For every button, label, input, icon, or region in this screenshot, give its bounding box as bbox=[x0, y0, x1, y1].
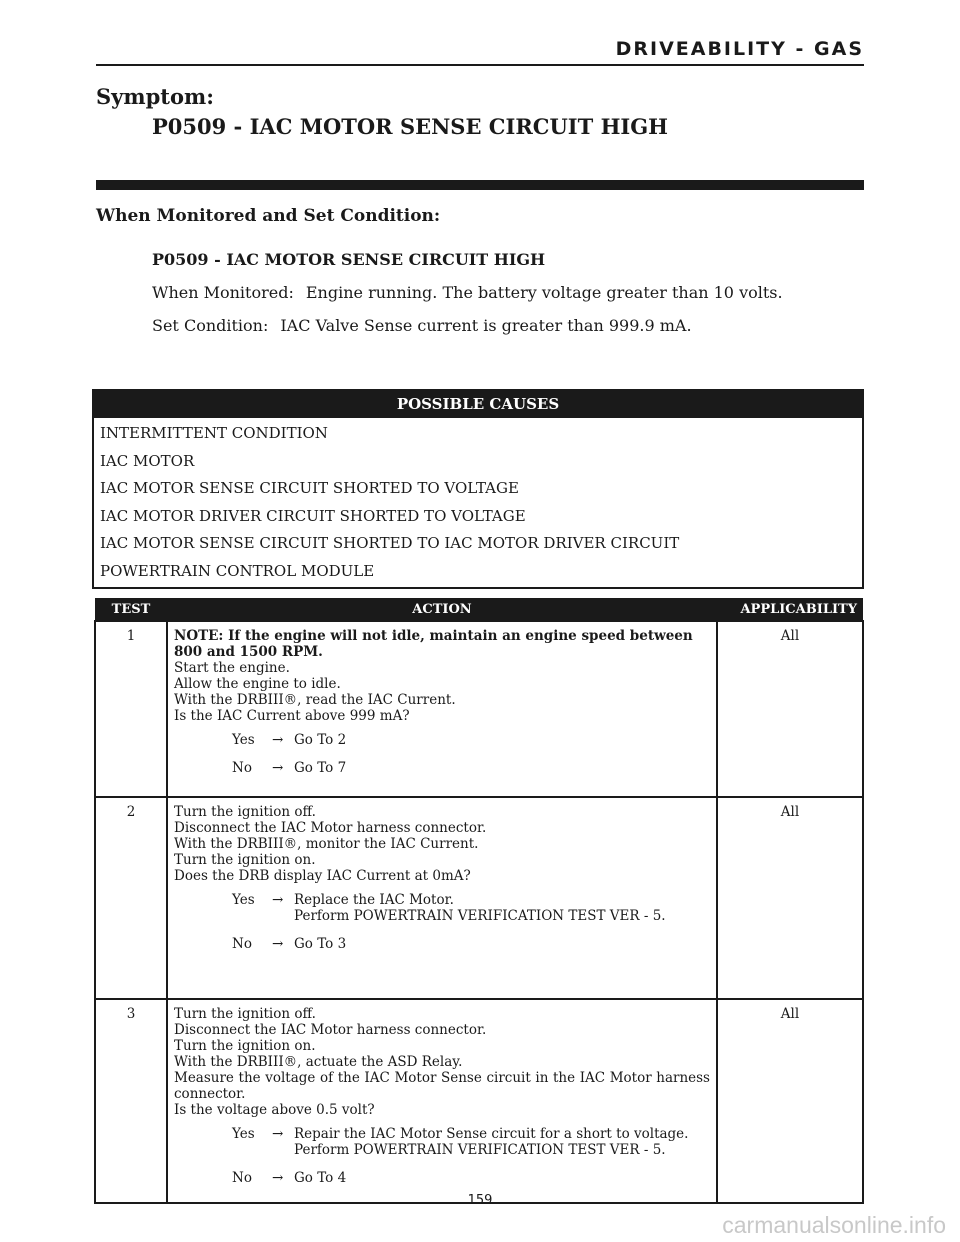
test-note: NOTE: If the engine will not idle, maintain an engine speed between 800 and 1500 RPM. bbox=[174, 628, 693, 660]
divider-rule bbox=[96, 180, 864, 190]
test-table-header bbox=[95, 598, 863, 621]
no-branch bbox=[174, 760, 710, 776]
test-applicability: All bbox=[717, 999, 863, 1203]
arrow-icon: → bbox=[272, 760, 284, 776]
test-action bbox=[167, 621, 717, 797]
when-monitored-label: When Monitored: bbox=[152, 283, 294, 302]
section-title: DRIVEABILITY - GAS bbox=[615, 38, 864, 60]
symptom-code: P0509 - IAC MOTOR SENSE CIRCUIT HIGH bbox=[152, 114, 669, 139]
action-line: Disconnect the IAC Motor harness connector. bbox=[174, 1022, 487, 1038]
yes-branch bbox=[174, 732, 710, 748]
watermark: carmanualsonline.info bbox=[722, 1212, 946, 1238]
arrow-icon: → bbox=[272, 892, 284, 908]
possible-causes-header: POSSIBLE CAUSES bbox=[94, 391, 862, 418]
yes-result-line: Perform POWERTRAIN VERIFICATION TEST VER - 5. bbox=[294, 1142, 666, 1158]
action-line: With the DRBIII®, actuate the ASD Relay. bbox=[174, 1054, 463, 1070]
arrow-icon: → bbox=[272, 732, 284, 748]
page-number: 159 bbox=[467, 1193, 493, 1208]
monitor-when bbox=[152, 283, 783, 302]
monitor-code: P0509 - IAC MOTOR SENSE CIRCUIT HIGH bbox=[152, 250, 546, 269]
action-line: Turn the ignition off. bbox=[174, 804, 316, 820]
col-action: ACTION bbox=[167, 598, 717, 621]
when-monitored-text: Engine running. The battery voltage greater than 10 volts. bbox=[305, 283, 783, 302]
no-label: No bbox=[232, 760, 252, 776]
cause-item: IAC MOTOR SENSE CIRCUIT SHORTED TO VOLTAGE bbox=[100, 479, 519, 497]
col-applicability: APPLICABILITY bbox=[717, 598, 863, 621]
action-line: Is the voltage above 0.5 volt? bbox=[174, 1102, 375, 1118]
test-number: 3 bbox=[95, 999, 167, 1203]
yes-result bbox=[294, 1126, 710, 1158]
symptom-label: Symptom: bbox=[96, 84, 214, 109]
yes-branch bbox=[174, 1126, 710, 1158]
no-branch bbox=[174, 936, 710, 952]
no-result: Go To 7 bbox=[294, 760, 347, 776]
cause-item: INTERMITTENT CONDITION bbox=[100, 424, 328, 442]
cause-item: POWERTRAIN CONTROL MODULE bbox=[100, 561, 375, 580]
action-line: Turn the ignition on. bbox=[174, 1038, 316, 1054]
no-result: Go To 3 bbox=[294, 936, 347, 952]
possible-causes-list bbox=[94, 418, 862, 587]
action-line: Is the IAC Current above 999 mA? bbox=[174, 708, 410, 724]
action-line: Start the engine. bbox=[174, 660, 290, 676]
yes-result-line: Replace the IAC Motor. bbox=[294, 892, 454, 908]
monitor-heading: When Monitored and Set Condition: bbox=[96, 206, 441, 226]
action-line: Turn the ignition on. bbox=[174, 852, 316, 868]
test-action bbox=[167, 999, 717, 1203]
monitor-set bbox=[152, 316, 692, 335]
yes-branch bbox=[174, 892, 710, 924]
test-table bbox=[94, 598, 864, 1204]
yes-result-line: Repair the IAC Motor Sense circuit for a short to voltage. bbox=[294, 1126, 689, 1142]
possible-causes-box bbox=[92, 389, 864, 589]
cause-item: IAC MOTOR DRIVER CIRCUIT SHORTED TO VOLTAGE bbox=[100, 506, 526, 525]
arrow-icon: → bbox=[272, 1170, 284, 1186]
arrow-icon: → bbox=[272, 936, 284, 952]
test-number: 2 bbox=[95, 797, 167, 999]
no-result: Go To 4 bbox=[294, 1170, 347, 1186]
col-test: TEST bbox=[95, 598, 167, 621]
action-line: With the DRBIII®, read the IAC Current. bbox=[174, 692, 456, 708]
cause-item: IAC MOTOR SENSE CIRCUIT SHORTED TO IAC MOTOR DRIVER CIRCUIT bbox=[100, 534, 680, 552]
set-condition-text: IAC Valve Sense current is greater than 999.9 mA. bbox=[280, 316, 692, 335]
test-action bbox=[167, 797, 717, 999]
action-line: Allow the engine to idle. bbox=[174, 676, 341, 692]
yes-result bbox=[294, 892, 710, 924]
test-applicability: All bbox=[717, 621, 863, 797]
arrow-icon: → bbox=[272, 1126, 284, 1142]
no-label: No bbox=[232, 1170, 252, 1186]
yes-result-line: Perform POWERTRAIN VERIFICATION TEST VER - 5. bbox=[294, 908, 666, 924]
no-label: No bbox=[232, 936, 252, 952]
cause-item: IAC MOTOR bbox=[100, 451, 195, 470]
test-number: 1 bbox=[95, 621, 167, 797]
set-condition-label: Set Condition: bbox=[152, 316, 269, 335]
test-row bbox=[95, 999, 863, 1203]
test-row bbox=[95, 797, 863, 999]
action-line: Does the DRB display IAC Current at 0mA? bbox=[174, 868, 471, 884]
yes-label: Yes bbox=[232, 1126, 255, 1142]
action-line: Measure the voltage of the IAC Motor Sense circuit in the IAC Motor harness connector. bbox=[174, 1070, 710, 1102]
action-line: With the DRBIII®, monitor the IAC Current. bbox=[174, 836, 479, 852]
test-applicability: All bbox=[717, 797, 863, 999]
action-line: Turn the ignition off. bbox=[174, 1006, 316, 1022]
yes-result: Go To 2 bbox=[294, 732, 347, 748]
yes-label: Yes bbox=[232, 892, 255, 908]
yes-label: Yes bbox=[232, 732, 255, 748]
no-branch bbox=[174, 1170, 710, 1186]
test-row bbox=[95, 621, 863, 797]
header-rule bbox=[96, 64, 864, 66]
action-line: Disconnect the IAC Motor harness connector. bbox=[174, 820, 487, 836]
